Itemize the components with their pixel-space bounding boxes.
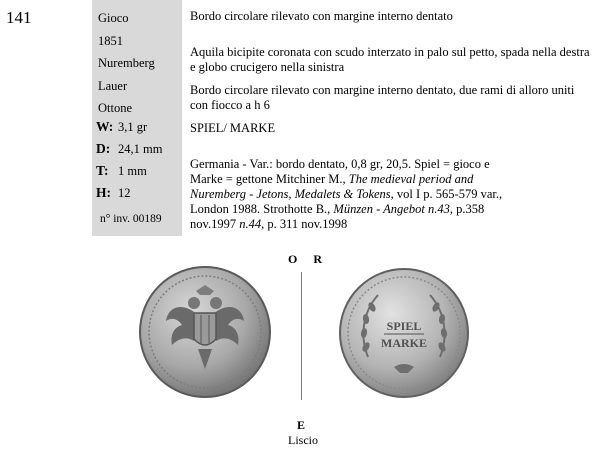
axis-value: 12 — [118, 186, 131, 200]
metal-label: Ottone — [98, 101, 133, 115]
city-label: Nuremberg — [98, 56, 155, 70]
thickness-row — [96, 163, 147, 179]
catalog-number: 141 — [6, 8, 32, 27]
weight-key: W: — [96, 119, 114, 134]
notes-ref-title: The medieval period and Nuremberg - Jetons, Medalets & Tokens, — [190, 172, 474, 201]
inventory-number: n° inv. 00189 — [100, 213, 162, 225]
weight-value: 3,1 gr — [118, 120, 148, 134]
thickness-key: T: — [96, 163, 109, 178]
edge-description: Liscio — [288, 433, 318, 447]
maker-label: Lauer — [98, 79, 128, 93]
coin-text-line1: SPIEL — [386, 319, 422, 333]
axis-key: H: — [96, 185, 111, 200]
side-labels — [288, 252, 338, 267]
thickness-value: 1 mm — [118, 164, 147, 178]
coin-divider — [301, 272, 302, 400]
obverse-design-text: Aquila bicipite coronata con scudo interzato in palo sul petto, spada nella destra e globo crucigero nella sinistra — [190, 45, 590, 74]
obverse-label: O — [288, 252, 299, 266]
weight-row — [96, 119, 147, 135]
edge-label: E — [297, 418, 306, 432]
diameter-key: D: — [96, 141, 111, 156]
notes-text — [190, 157, 520, 232]
obverse-edge-text: Bordo circolare rilevato con margine interno dentato — [190, 9, 453, 23]
notes-ref-num: n.44, — [239, 217, 265, 231]
type-label: Gioco — [98, 11, 129, 25]
legend-text: SPIEL/ MARKE — [190, 121, 276, 135]
reverse-label: R — [313, 252, 324, 266]
notes-part4: p. 311 nov.1998 — [264, 217, 348, 231]
reverse-edge-text: Bordo circolare rilevato con margine interno dentato, due rami di alloro uniti con fiocco a h 6 — [190, 83, 575, 112]
info-sidebar — [92, 0, 182, 236]
coin-reverse-image — [338, 267, 470, 399]
year-label: 1851 — [98, 34, 123, 48]
diameter-row — [96, 141, 162, 157]
notes-part1: Germania - Var.: bordo dentato, 0,8 gr, 20,5. Spiel = gioco e Marke = gettone Mitchiner M., — [190, 157, 490, 186]
notes-part2: vol I p. 565-579 var., London 1988. Strothotte B., — [190, 187, 503, 216]
coin-obverse-image — [138, 265, 272, 399]
axis-row — [96, 185, 131, 201]
diameter-value: 24,1 mm — [118, 142, 163, 156]
coin-text-line2: MARKE — [381, 336, 427, 350]
notes-part3: , p.358 nov.1997 — [190, 202, 485, 231]
notes-ref-title2: Münzen - Angebot n.43 — [333, 202, 450, 216]
